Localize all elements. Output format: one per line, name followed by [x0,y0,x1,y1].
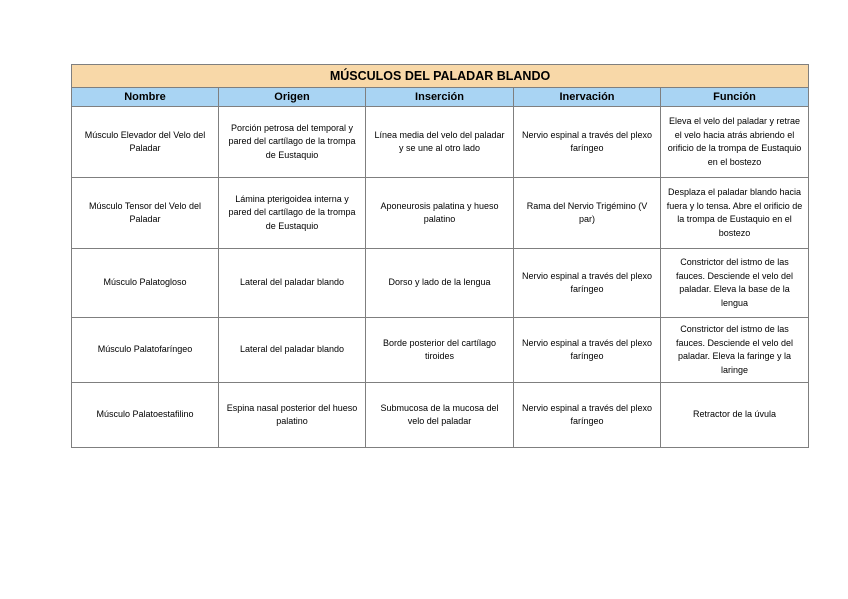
cell-inervacion: Nervio espinal a través del plexo faríngeo [514,107,661,178]
cell-insercion: Aponeurosis palatina y hueso palatino [366,178,514,249]
cell-inervacion: Nervio espinal a través del plexo faríngeo [514,318,661,383]
cell-funcion: Desplaza el paladar blando hacia fuera y lo tensa. Abre el orificio de la trompa de Eustaquio en el bostezo [661,178,809,249]
header-insercion: Inserción [366,88,514,107]
cell-insercion: Submucosa de la mucosa del velo del paladar [366,383,514,448]
cell-nombre: Músculo Palatoestafilino [72,383,219,448]
cell-insercion: Línea media del velo del paladar y se une al otro lado [366,107,514,178]
cell-origen: Lámina pterigoidea interna y pared del cartílago de la trompa de Eustaquio [219,178,366,249]
cell-inervacion: Nervio espinal a través del plexo faríngeo [514,383,661,448]
cell-inervacion: Nervio espinal a través del plexo faríngeo [514,249,661,318]
cell-inervacion: Rama del Nervio Trigémino (V par) [514,178,661,249]
table-row [72,383,809,448]
cell-origen: Espina nasal posterior del hueso palatino [219,383,366,448]
cell-nombre: Músculo Tensor del Velo del Paladar [72,178,219,249]
cell-funcion: Constrictor del istmo de las fauces. Desciende el velo del paladar. Eleva la base de la lengua [661,249,809,318]
table-row [72,318,809,383]
table-header-row [72,88,809,107]
muscles-table-container [71,64,808,448]
cell-origen: Porción petrosa del temporal y pared del cartílago de la trompa de Eustaquio [219,107,366,178]
table-row [72,249,809,318]
cell-nombre: Músculo Palatofaríngeo [72,318,219,383]
table-row [72,178,809,249]
cell-nombre: Músculo Elevador del Velo del Paladar [72,107,219,178]
cell-funcion: Eleva el velo del paladar y retrae el velo hacia atrás abriendo el orificio de la trompa de Eustaquio en el bostezo [661,107,809,178]
cell-funcion: Constrictor del istmo de las fauces. Desciende el velo del paladar. Eleva la faringe y la laringe [661,318,809,383]
header-origen: Origen [219,88,366,107]
muscles-table [71,64,809,448]
header-nombre: Nombre [72,88,219,107]
cell-insercion: Borde posterior del cartílago tiroides [366,318,514,383]
cell-origen: Lateral del paladar blando [219,318,366,383]
header-funcion: Función [661,88,809,107]
table-title: MÚSCULOS DEL PALADAR BLANDO [72,65,809,88]
table-row [72,107,809,178]
cell-nombre: Músculo Palatogloso [72,249,219,318]
cell-insercion: Dorso y lado de la lengua [366,249,514,318]
cell-origen: Lateral del paladar blando [219,249,366,318]
cell-funcion: Retractor de la úvula [661,383,809,448]
table-title-row [72,65,809,88]
header-inervacion: Inervación [514,88,661,107]
